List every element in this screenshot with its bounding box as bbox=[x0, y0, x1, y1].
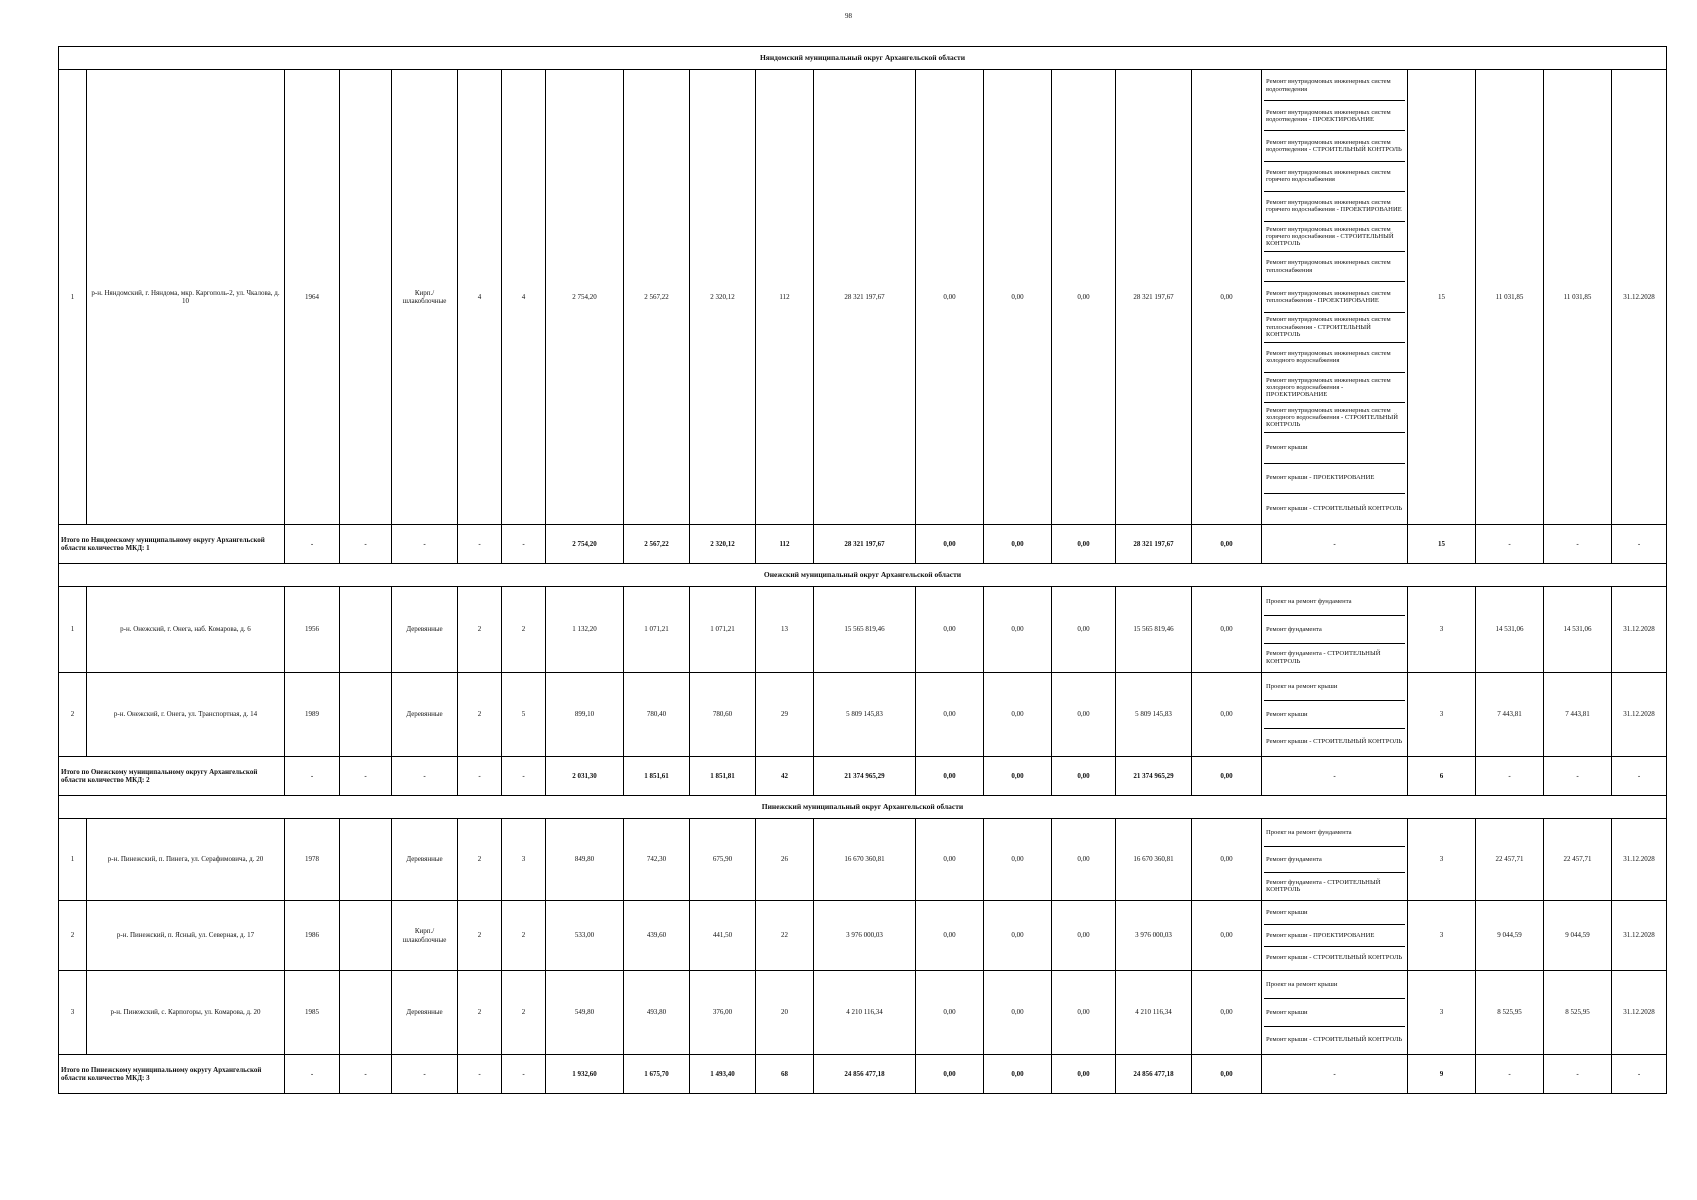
funding-federal: 0,00 bbox=[916, 971, 984, 1055]
entrances-count: 4 bbox=[502, 70, 546, 525]
total-label: Итого по Онежскому муниципальному округу Архангельской области количество МКД: 2 bbox=[59, 757, 285, 796]
funding-regional: 0,00 bbox=[984, 901, 1052, 971]
unit-cost-limit: 11 031,85 bbox=[1544, 70, 1612, 525]
work-item: Ремонт крыши bbox=[1264, 999, 1405, 1026]
funding-owners: 4 210 116,34 bbox=[1116, 971, 1192, 1055]
dash-cell: - bbox=[1612, 1055, 1667, 1094]
floors-count: 2 bbox=[458, 587, 502, 673]
works-count-sum: 6 bbox=[1408, 757, 1476, 796]
total-area: 533,00 bbox=[546, 901, 624, 971]
work-item: Ремонт крыши bbox=[1264, 902, 1405, 925]
dash-cell: - bbox=[285, 525, 340, 564]
work-item: Ремонт внутридомовых инженерных систем холодного водоснабжения - ПРОЕКТИРОВАНИЕ bbox=[1264, 373, 1405, 403]
works-count: 15 bbox=[1408, 70, 1476, 525]
funding-federal: 0,00 bbox=[916, 819, 984, 901]
floors-count: 2 bbox=[458, 673, 502, 757]
row-number: 1 bbox=[59, 587, 87, 673]
residential-area-sum: 2 320,12 bbox=[690, 525, 756, 564]
funding-other: 0,00 bbox=[1192, 673, 1262, 757]
wall-material: Кирп./ шлакоблочные bbox=[392, 901, 458, 971]
total-area-sum: 1 932,60 bbox=[546, 1055, 624, 1094]
residential-area-sum: 1 851,81 bbox=[690, 757, 756, 796]
register-table bbox=[58, 46, 1667, 1094]
building-address: р-н. Онежский, г. Онега, ул. Транспортная, д. 14 bbox=[87, 673, 285, 757]
section-title: Онежский муниципальный округ Архангельской области bbox=[59, 564, 1667, 587]
funding-municipal: 0,00 bbox=[1052, 70, 1116, 525]
dash-cell: - bbox=[458, 1055, 502, 1094]
works-count-sum: 15 bbox=[1408, 525, 1476, 564]
wall-material: Кирп./ шлакоблочные bbox=[392, 70, 458, 525]
works-list bbox=[1262, 971, 1408, 1055]
work-item: Ремонт внутридомовых инженерных систем теплоснабжения bbox=[1264, 252, 1405, 282]
building-address: р-н. Онежский, г. Онега, наб. Комарова, д. 6 bbox=[87, 587, 285, 673]
works-list bbox=[1262, 901, 1408, 971]
completion-date: 31.12.2028 bbox=[1612, 819, 1667, 901]
row-number: 2 bbox=[59, 901, 87, 971]
premises-area-sum: 1 675,70 bbox=[624, 1055, 690, 1094]
completion-date: 31.12.2028 bbox=[1612, 70, 1667, 525]
premises-area: 439,60 bbox=[624, 901, 690, 971]
dash-cell: - bbox=[1544, 757, 1612, 796]
commission-year: 1956 bbox=[285, 587, 340, 673]
funding-regional: 0,00 bbox=[984, 673, 1052, 757]
work-item: Ремонт крыши - СТРОИТЕЛЬНЫЙ КОНТРОЛЬ bbox=[1266, 738, 1403, 746]
funding-federal: 0,00 bbox=[916, 587, 984, 673]
building-row bbox=[59, 971, 1667, 1055]
residential-area-sum: 1 493,40 bbox=[690, 1055, 756, 1094]
work-item: Ремонт внутридомовых инженерных систем теплоснабжения - СТРОИТЕЛЬНЫЙ КОНТРОЛЬ bbox=[1264, 313, 1405, 343]
funding-federal: 0,00 bbox=[916, 673, 984, 757]
commission-year: 1978 bbox=[285, 819, 340, 901]
work-item: Ремонт внутридомовых инженерных систем теплоснабжения - ПРОЕКТИРОВАНИЕ bbox=[1264, 282, 1405, 312]
unit-cost: 11 031,85 bbox=[1476, 70, 1544, 525]
funding-federal-sum: 0,00 bbox=[916, 1055, 984, 1094]
row-number: 2 bbox=[59, 673, 87, 757]
work-item: Ремонт внутридомовых инженерных систем горячего водоснабжения - ПРОЕКТИРОВАНИЕ bbox=[1264, 192, 1405, 222]
dash-cell: - bbox=[340, 757, 392, 796]
entrances-count: 2 bbox=[502, 971, 546, 1055]
funding-regional: 0,00 bbox=[984, 971, 1052, 1055]
dash-cell: - bbox=[1476, 1055, 1544, 1094]
funding-owners: 5 809 145,83 bbox=[1116, 673, 1192, 757]
building-row bbox=[59, 70, 1667, 525]
funding-owners: 15 565 819,46 bbox=[1116, 587, 1192, 673]
work-item: Ремонт внутридомовых инженерных систем горячего водоснабжения bbox=[1264, 162, 1405, 192]
dash-cell: - bbox=[1612, 525, 1667, 564]
residents-sum: 112 bbox=[756, 525, 814, 564]
residential-area: 675,90 bbox=[690, 819, 756, 901]
residential-area: 376,00 bbox=[690, 971, 756, 1055]
funding-regional: 0,00 bbox=[984, 819, 1052, 901]
page-number: 98 bbox=[845, 12, 852, 20]
section-title: Няндомский муниципальный округ Архангельской области bbox=[59, 47, 1667, 70]
entrances-count: 5 bbox=[502, 673, 546, 757]
funding-municipal: 0,00 bbox=[1052, 819, 1116, 901]
building-address: р-н. Пинежский, с. Карпогоры, ул. Комарова, д. 20 bbox=[87, 971, 285, 1055]
floors-count: 4 bbox=[458, 70, 502, 525]
funding-owners: 3 976 000,03 bbox=[1116, 901, 1192, 971]
funding-other-sum: 0,00 bbox=[1192, 757, 1262, 796]
dash-cell: - bbox=[1262, 757, 1408, 796]
section-header-row bbox=[59, 47, 1667, 70]
funding-municipal-sum: 0,00 bbox=[1052, 757, 1116, 796]
funding-other-sum: 0,00 bbox=[1192, 525, 1262, 564]
entrances-count: 2 bbox=[502, 587, 546, 673]
floors-count: 2 bbox=[458, 901, 502, 971]
residents-count: 22 bbox=[756, 901, 814, 971]
funding-regional-sum: 0,00 bbox=[984, 1055, 1052, 1094]
dash-cell: - bbox=[502, 525, 546, 564]
works-count-sum: 9 bbox=[1408, 1055, 1476, 1094]
dash-cell: - bbox=[1262, 1055, 1408, 1094]
work-item: Ремонт крыши bbox=[1264, 433, 1405, 463]
residents-count: 112 bbox=[756, 70, 814, 525]
works-count: 3 bbox=[1408, 673, 1476, 757]
unit-cost: 14 531,06 bbox=[1476, 587, 1544, 673]
renovation-year bbox=[340, 673, 392, 757]
dash-cell: - bbox=[392, 1055, 458, 1094]
total-area: 2 754,20 bbox=[546, 70, 624, 525]
unit-cost-limit: 7 443,81 bbox=[1544, 673, 1612, 757]
works-count: 3 bbox=[1408, 971, 1476, 1055]
building-row bbox=[59, 587, 1667, 673]
repair-cost-sum: 21 374 965,29 bbox=[814, 757, 916, 796]
unit-cost: 8 525,95 bbox=[1476, 971, 1544, 1055]
works-list bbox=[1262, 70, 1408, 525]
residents-count: 26 bbox=[756, 819, 814, 901]
entrances-count: 3 bbox=[502, 819, 546, 901]
repair-cost-total: 5 809 145,83 bbox=[814, 673, 916, 757]
residential-area: 1 071,21 bbox=[690, 587, 756, 673]
total-label: Итого по Няндомскому муниципальному округу Архангельской области количество МКД: 1 bbox=[59, 525, 285, 564]
building-row bbox=[59, 673, 1667, 757]
repair-cost-sum: 24 856 477,18 bbox=[814, 1055, 916, 1094]
premises-area: 1 071,21 bbox=[624, 587, 690, 673]
funding-owners-sum: 28 321 197,67 bbox=[1116, 525, 1192, 564]
dash-cell: - bbox=[1262, 525, 1408, 564]
wall-material: Деревянные bbox=[392, 819, 458, 901]
funding-regional: 0,00 bbox=[984, 70, 1052, 525]
unit-cost: 7 443,81 bbox=[1476, 673, 1544, 757]
dash-cell: - bbox=[340, 1055, 392, 1094]
unit-cost-limit: 14 531,06 bbox=[1544, 587, 1612, 673]
works-list bbox=[1262, 819, 1408, 901]
dash-cell: - bbox=[458, 525, 502, 564]
total-area: 899,10 bbox=[546, 673, 624, 757]
total-area: 549,80 bbox=[546, 971, 624, 1055]
dash-cell: - bbox=[392, 525, 458, 564]
funding-municipal-sum: 0,00 bbox=[1052, 525, 1116, 564]
premises-area-sum: 2 567,22 bbox=[624, 525, 690, 564]
works-list bbox=[1262, 587, 1408, 673]
total-area: 1 132,20 bbox=[546, 587, 624, 673]
completion-date: 31.12.2028 bbox=[1612, 971, 1667, 1055]
renovation-year bbox=[340, 70, 392, 525]
work-item: Ремонт крыши - ПРОЕКТИРОВАНИЕ bbox=[1264, 464, 1405, 494]
premises-area: 493,80 bbox=[624, 971, 690, 1055]
work-item: Ремонт крыши - СТРОИТЕЛЬНЫЙ КОНТРОЛЬ bbox=[1266, 504, 1403, 512]
building-address: р-н. Няндомский, г. Няндома, мкр. Каргополь-2, ул. Чкалова, д. 10 bbox=[87, 70, 285, 525]
row-number: 1 bbox=[59, 819, 87, 901]
funding-other: 0,00 bbox=[1192, 587, 1262, 673]
dash-cell: - bbox=[458, 757, 502, 796]
repair-cost-total: 16 670 360,81 bbox=[814, 819, 916, 901]
work-item: Ремонт фундамента bbox=[1264, 847, 1405, 874]
total-area-sum: 2 754,20 bbox=[546, 525, 624, 564]
work-item: Ремонт крыши - СТРОИТЕЛЬНЫЙ КОНТРОЛЬ bbox=[1266, 954, 1403, 962]
unit-cost: 22 457,71 bbox=[1476, 819, 1544, 901]
total-area: 849,80 bbox=[546, 819, 624, 901]
work-item: Ремонт фундамента bbox=[1264, 616, 1405, 644]
residents-sum: 68 bbox=[756, 1055, 814, 1094]
completion-date: 31.12.2028 bbox=[1612, 587, 1667, 673]
work-item: Ремонт внутридомовых инженерных систем водоотведения bbox=[1264, 71, 1405, 101]
dash-cell: - bbox=[340, 525, 392, 564]
funding-other: 0,00 bbox=[1192, 70, 1262, 525]
premises-area: 2 567,22 bbox=[624, 70, 690, 525]
section-total-row bbox=[59, 1055, 1667, 1094]
premises-area: 742,30 bbox=[624, 819, 690, 901]
dash-cell: - bbox=[1612, 757, 1667, 796]
repair-cost-total: 15 565 819,46 bbox=[814, 587, 916, 673]
work-item: Ремонт крыши - ПРОЕКТИРОВАНИЕ bbox=[1264, 925, 1405, 948]
funding-other: 0,00 bbox=[1192, 971, 1262, 1055]
repair-cost-total: 3 976 000,03 bbox=[814, 901, 916, 971]
funding-regional-sum: 0,00 bbox=[984, 525, 1052, 564]
funding-municipal: 0,00 bbox=[1052, 587, 1116, 673]
dash-cell: - bbox=[502, 757, 546, 796]
dash-cell: - bbox=[1476, 757, 1544, 796]
funding-federal: 0,00 bbox=[916, 70, 984, 525]
repair-cost-total: 28 321 197,67 bbox=[814, 70, 916, 525]
funding-municipal: 0,00 bbox=[1052, 901, 1116, 971]
dash-cell: - bbox=[1544, 1055, 1612, 1094]
row-number: 3 bbox=[59, 971, 87, 1055]
section-total-row bbox=[59, 525, 1667, 564]
funding-regional-sum: 0,00 bbox=[984, 757, 1052, 796]
funding-regional: 0,00 bbox=[984, 587, 1052, 673]
completion-date: 31.12.2028 bbox=[1612, 673, 1667, 757]
section-header-row bbox=[59, 564, 1667, 587]
funding-federal: 0,00 bbox=[916, 901, 984, 971]
residential-area: 441,50 bbox=[690, 901, 756, 971]
section-total-row bbox=[59, 757, 1667, 796]
work-item: Ремонт внутридомовых инженерных систем холодного водоснабжения - СТРОИТЕЛЬНЫЙ КОНТРОЛЬ bbox=[1264, 403, 1405, 433]
unit-cost-limit: 9 044,59 bbox=[1544, 901, 1612, 971]
work-item: Ремонт внутридомовых инженерных систем холодного водоснабжения bbox=[1264, 343, 1405, 373]
work-item: Ремонт крыши - СТРОИТЕЛЬНЫЙ КОНТРОЛЬ bbox=[1266, 1036, 1403, 1044]
dash-cell: - bbox=[285, 757, 340, 796]
commission-year: 1986 bbox=[285, 901, 340, 971]
funding-municipal: 0,00 bbox=[1052, 673, 1116, 757]
unit-cost-limit: 8 525,95 bbox=[1544, 971, 1612, 1055]
funding-other-sum: 0,00 bbox=[1192, 1055, 1262, 1094]
works-count: 3 bbox=[1408, 587, 1476, 673]
dash-cell: - bbox=[392, 757, 458, 796]
work-item: Проект на ремонт фундамента bbox=[1264, 820, 1405, 847]
table-body bbox=[59, 47, 1667, 1094]
commission-year: 1964 bbox=[285, 70, 340, 525]
work-item: Ремонт внутридомовых инженерных систем горячего водоснабжения - СТРОИТЕЛЬНЫЙ КОНТРОЛЬ bbox=[1264, 222, 1405, 252]
residents-sum: 42 bbox=[756, 757, 814, 796]
building-row bbox=[59, 901, 1667, 971]
funding-owners-sum: 24 856 477,18 bbox=[1116, 1055, 1192, 1094]
section-header-row bbox=[59, 796, 1667, 819]
wall-material: Деревянные bbox=[392, 673, 458, 757]
funding-municipal-sum: 0,00 bbox=[1052, 1055, 1116, 1094]
funding-other: 0,00 bbox=[1192, 901, 1262, 971]
funding-owners: 16 670 360,81 bbox=[1116, 819, 1192, 901]
dash-cell: - bbox=[1476, 525, 1544, 564]
total-area-sum: 2 031,30 bbox=[546, 757, 624, 796]
unit-cost: 9 044,59 bbox=[1476, 901, 1544, 971]
residents-count: 29 bbox=[756, 673, 814, 757]
commission-year: 1989 bbox=[285, 673, 340, 757]
renovation-year bbox=[340, 971, 392, 1055]
floors-count: 2 bbox=[458, 971, 502, 1055]
works-count: 3 bbox=[1408, 819, 1476, 901]
funding-federal-sum: 0,00 bbox=[916, 757, 984, 796]
dash-cell: - bbox=[285, 1055, 340, 1094]
funding-owners: 28 321 197,67 bbox=[1116, 70, 1192, 525]
renovation-year bbox=[340, 819, 392, 901]
building-address: р-н. Пинежский, п. Ясный, ул. Северная, д. 17 bbox=[87, 901, 285, 971]
work-item: Проект на ремонт фундамента bbox=[1264, 588, 1405, 616]
completion-date: 31.12.2028 bbox=[1612, 901, 1667, 971]
renovation-year bbox=[340, 901, 392, 971]
building-row bbox=[59, 819, 1667, 901]
residential-area: 780,60 bbox=[690, 673, 756, 757]
commission-year: 1985 bbox=[285, 971, 340, 1055]
total-label: Итого по Пинежскому муниципальному округу Архангельской области количество МКД: 3 bbox=[59, 1055, 285, 1094]
residents-count: 20 bbox=[756, 971, 814, 1055]
premises-area: 780,40 bbox=[624, 673, 690, 757]
funding-other: 0,00 bbox=[1192, 819, 1262, 901]
work-item: Ремонт фундамента - СТРОИТЕЛЬНЫЙ КОНТРОЛЬ bbox=[1266, 878, 1381, 894]
residents-count: 13 bbox=[756, 587, 814, 673]
wall-material: Деревянные bbox=[392, 587, 458, 673]
work-item: Ремонт внутридомовых инженерных систем водоотведения - СТРОИТЕЛЬНЫЙ КОНТРОЛЬ bbox=[1264, 131, 1405, 161]
residential-area: 2 320,12 bbox=[690, 70, 756, 525]
repair-cost-total: 4 210 116,34 bbox=[814, 971, 916, 1055]
entrances-count: 2 bbox=[502, 901, 546, 971]
premises-area-sum: 1 851,61 bbox=[624, 757, 690, 796]
repair-cost-sum: 28 321 197,67 bbox=[814, 525, 916, 564]
works-count: 3 bbox=[1408, 901, 1476, 971]
work-item: Ремонт внутридомовых инженерных систем водоотведения - ПРОЕКТИРОВАНИЕ bbox=[1264, 101, 1405, 131]
funding-owners-sum: 21 374 965,29 bbox=[1116, 757, 1192, 796]
wall-material: Деревянные bbox=[392, 971, 458, 1055]
dash-cell: - bbox=[502, 1055, 546, 1094]
dash-cell: - bbox=[1544, 525, 1612, 564]
section-title: Пинежский муниципальный округ Архангельской области bbox=[59, 796, 1667, 819]
renovation-year bbox=[340, 587, 392, 673]
row-number: 1 bbox=[59, 70, 87, 525]
unit-cost-limit: 22 457,71 bbox=[1544, 819, 1612, 901]
work-item: Ремонт крыши bbox=[1264, 701, 1405, 728]
work-item: Проект на ремонт крыши bbox=[1264, 972, 1405, 999]
building-address: р-н. Пинежский, п. Пинега, ул. Серафимовича, д. 20 bbox=[87, 819, 285, 901]
funding-municipal: 0,00 bbox=[1052, 971, 1116, 1055]
floors-count: 2 bbox=[458, 819, 502, 901]
funding-federal-sum: 0,00 bbox=[916, 525, 984, 564]
work-item: Ремонт фундамента - СТРОИТЕЛЬНЫЙ КОНТРОЛЬ bbox=[1266, 650, 1381, 665]
work-item: Проект на ремонт крыши bbox=[1264, 674, 1405, 701]
works-list bbox=[1262, 673, 1408, 757]
